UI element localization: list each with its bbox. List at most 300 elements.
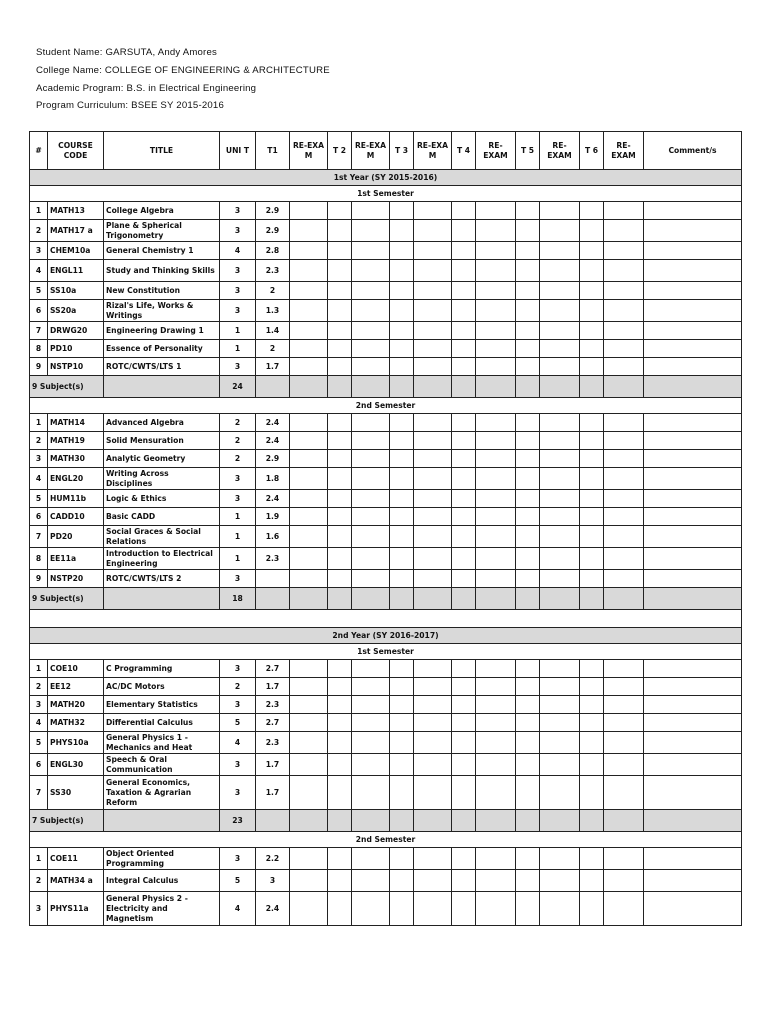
course-title: ROTC/CWTS/LTS 1: [104, 358, 220, 376]
empty-grade-cell: [644, 450, 742, 468]
course-code: CADD10: [48, 508, 104, 526]
year-section-label: 1st Year (SY 2015-2016): [30, 170, 742, 186]
empty-grade-cell: [604, 526, 644, 548]
term1-grade: 2.7: [256, 660, 290, 678]
course-row: [30, 776, 742, 810]
term1-grade: 2.9: [256, 202, 290, 220]
empty-grade-cell: [390, 678, 414, 696]
empty-grade-cell: [352, 660, 390, 678]
empty-grade-cell: [540, 570, 580, 588]
term1-grade: 2.3: [256, 696, 290, 714]
empty-grade-cell: [604, 870, 644, 892]
empty-grade-cell: [328, 432, 352, 450]
empty-grade-cell: [290, 696, 328, 714]
empty-grade-cell: [516, 414, 540, 432]
term1-grade: 2.4: [256, 432, 290, 450]
course-row: [30, 260, 742, 282]
empty-cell: [604, 376, 644, 398]
empty-cell: [390, 810, 414, 832]
empty-grade-cell: [476, 450, 516, 468]
empty-grade-cell: [580, 848, 604, 870]
term1-grade: 2.3: [256, 732, 290, 754]
term1-grade: 2.7: [256, 714, 290, 732]
spacer-row: [30, 610, 742, 628]
course-code: MATH13: [48, 202, 104, 220]
empty-grade-cell: [644, 508, 742, 526]
course-title: Essence of Personality: [104, 340, 220, 358]
grades-table: [29, 131, 742, 926]
course-code: HUM11b: [48, 490, 104, 508]
empty-grade-cell: [540, 678, 580, 696]
row-number: 3: [30, 696, 48, 714]
empty-cell: [580, 810, 604, 832]
semester-row: [30, 832, 742, 848]
empty-grade-cell: [516, 490, 540, 508]
row-number: 8: [30, 340, 48, 358]
empty-grade-cell: [414, 526, 452, 548]
column-header: RE-EXAM: [540, 132, 580, 170]
term1-grade: 2.2: [256, 848, 290, 870]
column-header: RE-EXAM: [476, 132, 516, 170]
row-number: 7: [30, 526, 48, 548]
empty-grade-cell: [516, 508, 540, 526]
empty-grade-cell: [540, 848, 580, 870]
row-number: 6: [30, 754, 48, 776]
course-title: AC/DC Motors: [104, 678, 220, 696]
total-title-cell: [104, 810, 220, 832]
course-code: MATH17 a: [48, 220, 104, 242]
column-header: RE-EXA M: [352, 132, 390, 170]
empty-grade-cell: [476, 570, 516, 588]
course-row: [30, 754, 742, 776]
empty-grade-cell: [604, 696, 644, 714]
row-number: 2: [30, 678, 48, 696]
empty-grade-cell: [476, 282, 516, 300]
empty-grade-cell: [390, 300, 414, 322]
empty-cell: [476, 376, 516, 398]
empty-grade-cell: [328, 300, 352, 322]
empty-grade-cell: [452, 696, 476, 714]
empty-grade-cell: [604, 242, 644, 260]
course-row: [30, 696, 742, 714]
course-title: Introduction to Electrical Engineering: [104, 548, 220, 570]
empty-grade-cell: [390, 490, 414, 508]
empty-grade-cell: [580, 490, 604, 508]
course-code: MATH19: [48, 432, 104, 450]
empty-grade-cell: [580, 358, 604, 376]
empty-grade-cell: [414, 432, 452, 450]
course-code: MATH20: [48, 696, 104, 714]
empty-grade-cell: [328, 776, 352, 810]
empty-grade-cell: [540, 282, 580, 300]
empty-grade-cell: [414, 450, 452, 468]
empty-grade-cell: [580, 282, 604, 300]
term1-grade: 2.8: [256, 242, 290, 260]
empty-cell: [328, 376, 352, 398]
empty-cell: [580, 588, 604, 610]
empty-grade-cell: [476, 202, 516, 220]
empty-grade-cell: [540, 414, 580, 432]
course-title: Integral Calculus: [104, 870, 220, 892]
row-number: 5: [30, 490, 48, 508]
empty-grade-cell: [352, 322, 390, 340]
empty-grade-cell: [352, 468, 390, 490]
course-row: [30, 322, 742, 340]
empty-grade-cell: [516, 300, 540, 322]
empty-grade-cell: [352, 508, 390, 526]
empty-grade-cell: [352, 220, 390, 242]
course-title: Engineering Drawing 1: [104, 322, 220, 340]
empty-grade-cell: [516, 548, 540, 570]
empty-grade-cell: [390, 732, 414, 754]
empty-grade-cell: [414, 414, 452, 432]
empty-grade-cell: [290, 202, 328, 220]
empty-grade-cell: [414, 242, 452, 260]
empty-grade-cell: [290, 450, 328, 468]
course-row: [30, 678, 742, 696]
empty-grade-cell: [414, 754, 452, 776]
empty-grade-cell: [352, 732, 390, 754]
course-row: [30, 358, 742, 376]
course-title: ROTC/CWTS/LTS 2: [104, 570, 220, 588]
empty-grade-cell: [414, 870, 452, 892]
empty-grade-cell: [580, 468, 604, 490]
empty-grade-cell: [390, 660, 414, 678]
course-title: Logic & Ethics: [104, 490, 220, 508]
empty-grade-cell: [390, 696, 414, 714]
empty-grade-cell: [328, 548, 352, 570]
empty-grade-cell: [644, 282, 742, 300]
course-units: 3: [220, 696, 256, 714]
empty-grade-cell: [516, 450, 540, 468]
empty-grade-cell: [540, 526, 580, 548]
empty-grade-cell: [516, 322, 540, 340]
empty-cell: [414, 376, 452, 398]
student-info-header: [36, 44, 330, 115]
empty-grade-cell: [452, 892, 476, 926]
semester-row: [30, 398, 742, 414]
empty-grade-cell: [644, 432, 742, 450]
empty-grade-cell: [604, 490, 644, 508]
empty-grade-cell: [644, 300, 742, 322]
empty-grade-cell: [644, 870, 742, 892]
program-curriculum: Program Curriculum: BSEE SY 2015-2016: [36, 100, 224, 112]
course-title: Social Graces & Social Relations: [104, 526, 220, 548]
course-code: PD10: [48, 340, 104, 358]
course-code: COE10: [48, 660, 104, 678]
empty-grade-cell: [540, 754, 580, 776]
empty-grade-cell: [390, 414, 414, 432]
empty-grade-cell: [476, 260, 516, 282]
empty-grade-cell: [352, 340, 390, 358]
empty-grade-cell: [452, 260, 476, 282]
course-title: General Economics, Taxation & Agrarian Reform: [104, 776, 220, 810]
empty-grade-cell: [580, 732, 604, 754]
empty-grade-cell: [452, 220, 476, 242]
empty-grade-cell: [290, 322, 328, 340]
empty-grade-cell: [580, 508, 604, 526]
empty-grade-cell: [452, 242, 476, 260]
empty-grade-cell: [580, 432, 604, 450]
course-row: [30, 414, 742, 432]
empty-grade-cell: [452, 548, 476, 570]
empty-grade-cell: [540, 358, 580, 376]
empty-grade-cell: [644, 660, 742, 678]
empty-cell: [580, 376, 604, 398]
empty-grade-cell: [328, 322, 352, 340]
empty-cell: [256, 588, 290, 610]
column-header: RE-EXA M: [290, 132, 328, 170]
empty-grade-cell: [476, 340, 516, 358]
empty-grade-cell: [580, 892, 604, 926]
row-number: 2: [30, 432, 48, 450]
course-row: [30, 526, 742, 548]
empty-grade-cell: [644, 202, 742, 220]
empty-grade-cell: [540, 300, 580, 322]
empty-grade-cell: [540, 776, 580, 810]
row-number: 9: [30, 358, 48, 376]
course-row: [30, 450, 742, 468]
empty-grade-cell: [390, 260, 414, 282]
row-number: 3: [30, 242, 48, 260]
course-units: 1: [220, 526, 256, 548]
empty-grade-cell: [604, 414, 644, 432]
empty-grade-cell: [290, 340, 328, 358]
empty-grade-cell: [390, 220, 414, 242]
column-header: T 6: [580, 132, 604, 170]
empty-grade-cell: [580, 678, 604, 696]
row-number: 2: [30, 220, 48, 242]
empty-grade-cell: [390, 870, 414, 892]
empty-grade-cell: [290, 678, 328, 696]
course-row: [30, 508, 742, 526]
empty-grade-cell: [604, 282, 644, 300]
empty-grade-cell: [516, 754, 540, 776]
semester-total-row: [30, 810, 742, 832]
empty-grade-cell: [476, 358, 516, 376]
empty-grade-cell: [352, 414, 390, 432]
empty-grade-cell: [352, 714, 390, 732]
semester-row: [30, 644, 742, 660]
empty-grade-cell: [540, 714, 580, 732]
empty-grade-cell: [328, 714, 352, 732]
empty-grade-cell: [328, 754, 352, 776]
empty-cell: [352, 588, 390, 610]
column-header: T 5: [516, 132, 540, 170]
total-title-cell: [104, 376, 220, 398]
empty-grade-cell: [290, 260, 328, 282]
course-row: [30, 732, 742, 754]
empty-grade-cell: [580, 714, 604, 732]
term1-grade: 1.8: [256, 468, 290, 490]
empty-cell: [452, 810, 476, 832]
empty-grade-cell: [352, 358, 390, 376]
subject-count: 9 Subject(s): [30, 588, 104, 610]
course-row: [30, 242, 742, 260]
empty-cell: [352, 376, 390, 398]
empty-grade-cell: [328, 732, 352, 754]
course-units: 2: [220, 678, 256, 696]
empty-grade-cell: [452, 414, 476, 432]
empty-grade-cell: [414, 660, 452, 678]
course-title: Object Oriented Programming: [104, 848, 220, 870]
empty-grade-cell: [604, 776, 644, 810]
course-title: Analytic Geometry: [104, 450, 220, 468]
row-number: 2: [30, 870, 48, 892]
row-number: 3: [30, 450, 48, 468]
empty-grade-cell: [476, 432, 516, 450]
course-row: [30, 202, 742, 220]
empty-grade-cell: [352, 450, 390, 468]
course-code: MATH34 a: [48, 870, 104, 892]
row-number: 4: [30, 260, 48, 282]
row-number: 7: [30, 776, 48, 810]
empty-grade-cell: [328, 490, 352, 508]
row-number: 1: [30, 660, 48, 678]
empty-grade-cell: [290, 300, 328, 322]
row-number: 5: [30, 732, 48, 754]
course-units: 1: [220, 340, 256, 358]
course-row: [30, 282, 742, 300]
empty-grade-cell: [328, 570, 352, 588]
empty-grade-cell: [390, 468, 414, 490]
empty-grade-cell: [644, 358, 742, 376]
empty-grade-cell: [390, 242, 414, 260]
empty-cell: [644, 810, 742, 832]
empty-grade-cell: [540, 202, 580, 220]
term1-grade: 1.9: [256, 508, 290, 526]
empty-grade-cell: [540, 892, 580, 926]
total-units: 23: [220, 810, 256, 832]
empty-grade-cell: [644, 260, 742, 282]
row-number: 5: [30, 282, 48, 300]
course-code: COE11: [48, 848, 104, 870]
empty-cell: [516, 588, 540, 610]
empty-grade-cell: [580, 322, 604, 340]
course-title: C Programming: [104, 660, 220, 678]
term1-grade: 2: [256, 340, 290, 358]
empty-grade-cell: [476, 526, 516, 548]
course-title: Study and Thinking Skills: [104, 260, 220, 282]
empty-grade-cell: [644, 220, 742, 242]
total-units: 18: [220, 588, 256, 610]
student-name: Student Name: GARSUTA, Andy Amores: [36, 47, 217, 58]
empty-grade-cell: [540, 450, 580, 468]
empty-grade-cell: [476, 848, 516, 870]
empty-grade-cell: [516, 242, 540, 260]
empty-grade-cell: [290, 892, 328, 926]
year-section-row: [30, 628, 742, 644]
empty-cell: [540, 588, 580, 610]
empty-grade-cell: [476, 322, 516, 340]
course-title: New Constitution: [104, 282, 220, 300]
column-header: RE-EXAM: [604, 132, 644, 170]
empty-grade-cell: [604, 432, 644, 450]
empty-grade-cell: [516, 220, 540, 242]
course-title: Solid Mensuration: [104, 432, 220, 450]
course-row: [30, 220, 742, 242]
course-units: 5: [220, 714, 256, 732]
empty-grade-cell: [516, 432, 540, 450]
empty-grade-cell: [290, 508, 328, 526]
empty-grade-cell: [414, 678, 452, 696]
empty-grade-cell: [516, 696, 540, 714]
empty-cell: [604, 810, 644, 832]
course-units: 4: [220, 242, 256, 260]
course-title: Differential Calculus: [104, 714, 220, 732]
course-code: ENGL30: [48, 754, 104, 776]
year-section-label: 2nd Year (SY 2016-2017): [30, 628, 742, 644]
subject-count: 9 Subject(s): [30, 376, 104, 398]
course-code: MATH30: [48, 450, 104, 468]
empty-grade-cell: [476, 242, 516, 260]
empty-grade-cell: [644, 468, 742, 490]
empty-grade-cell: [644, 776, 742, 810]
course-row: [30, 490, 742, 508]
empty-grade-cell: [352, 754, 390, 776]
empty-grade-cell: [580, 202, 604, 220]
empty-grade-cell: [452, 714, 476, 732]
table-header-row: [30, 132, 742, 170]
empty-grade-cell: [580, 548, 604, 570]
empty-grade-cell: [290, 432, 328, 450]
course-code: DRWG20: [48, 322, 104, 340]
column-header: T1: [256, 132, 290, 170]
course-units: 3: [220, 260, 256, 282]
empty-grade-cell: [328, 892, 352, 926]
empty-grade-cell: [540, 508, 580, 526]
empty-grade-cell: [604, 220, 644, 242]
course-row: [30, 714, 742, 732]
course-code: EE12: [48, 678, 104, 696]
empty-grade-cell: [390, 202, 414, 220]
column-header: T 4: [452, 132, 476, 170]
course-code: PHYS10a: [48, 732, 104, 754]
empty-grade-cell: [476, 870, 516, 892]
empty-grade-cell: [390, 340, 414, 358]
empty-grade-cell: [476, 468, 516, 490]
empty-grade-cell: [452, 660, 476, 678]
row-number: 1: [30, 202, 48, 220]
course-units: 3: [220, 202, 256, 220]
empty-grade-cell: [290, 754, 328, 776]
empty-grade-cell: [604, 450, 644, 468]
empty-grade-cell: [476, 776, 516, 810]
empty-cell: [540, 376, 580, 398]
academic-program: Academic Program: B.S. in Electrical Engineering: [36, 82, 257, 94]
empty-cell: [476, 810, 516, 832]
course-units: 3: [220, 660, 256, 678]
empty-grade-cell: [540, 732, 580, 754]
empty-grade-cell: [352, 202, 390, 220]
empty-grade-cell: [290, 526, 328, 548]
empty-grade-cell: [452, 848, 476, 870]
empty-grade-cell: [644, 732, 742, 754]
empty-grade-cell: [580, 414, 604, 432]
empty-grade-cell: [540, 548, 580, 570]
empty-grade-cell: [352, 848, 390, 870]
empty-grade-cell: [290, 660, 328, 678]
empty-grade-cell: [414, 220, 452, 242]
empty-grade-cell: [604, 754, 644, 776]
empty-grade-cell: [580, 300, 604, 322]
row-number: 6: [30, 300, 48, 322]
empty-grade-cell: [516, 570, 540, 588]
empty-grade-cell: [644, 340, 742, 358]
empty-grade-cell: [644, 696, 742, 714]
empty-cell: [290, 810, 328, 832]
empty-grade-cell: [390, 322, 414, 340]
